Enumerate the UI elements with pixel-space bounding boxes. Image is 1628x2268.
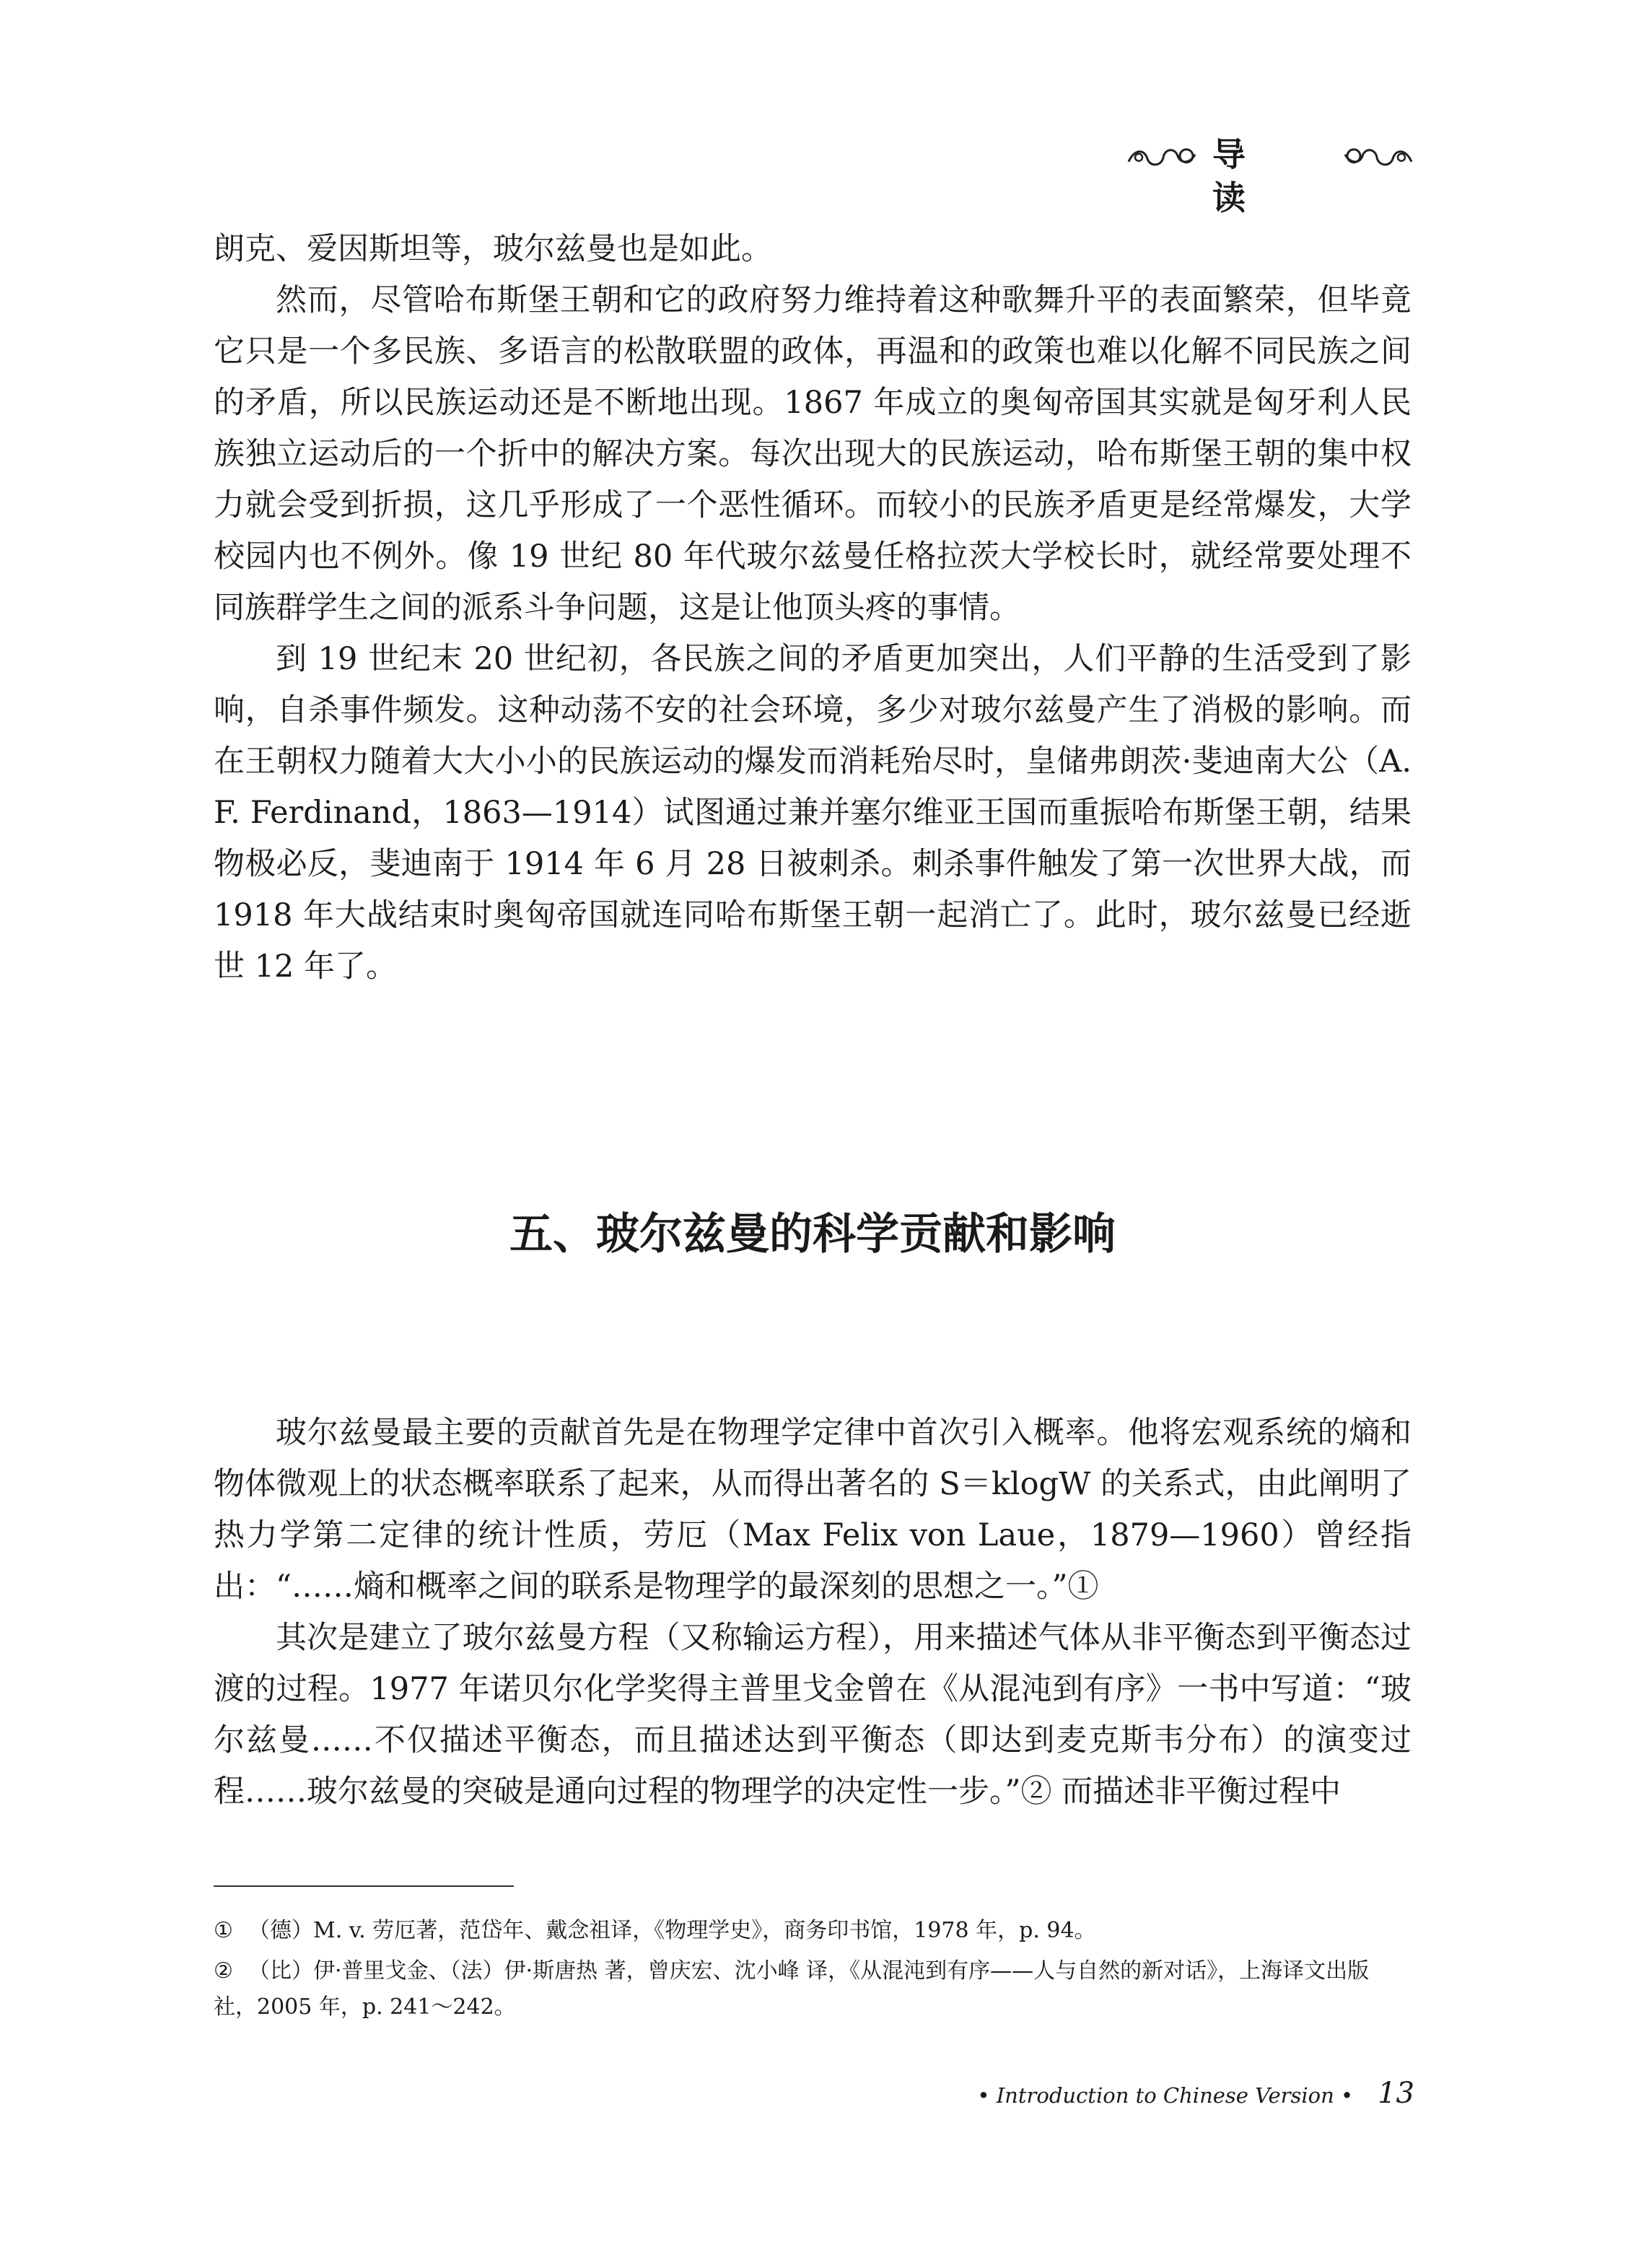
scroll-ornament-right-icon	[1342, 140, 1414, 172]
footnote-divider	[214, 1885, 514, 1887]
section-heading: 五、玻尔兹曼的科学贡献和影响	[509, 1209, 1116, 1260]
body-text-top	[214, 224, 1412, 993]
footnotes	[214, 1913, 1412, 2030]
footnote-text: （德）M. v. 劳厄著，范岱年、戴念祖译，《物理学史》，商务印书馆，1978 年，p. 94。	[248, 1918, 1096, 1943]
scroll-ornament-left-icon	[1126, 140, 1198, 172]
paragraph: 然而，尽管哈布斯堡王朝和它的政府努力维持着这种歌舞升平的表面繁荣，但毕竟它只是一个多民族、多语言的松散联盟的政体，再温和的政策也难以化解不同民族之间的矛盾，所以民族运动还是不断地出现。1867 年成立的奥匈帝国其实就是匈牙利人民族独立运动后的一个折中的解决方案。每次出现大的民族运动，哈布斯堡王朝的集中权力就会受到折损，这几乎形成了一个恶性循环。而较小的民族矛盾更是经常爆发，大学校园内也不例外。像 19 世纪 80 年代玻尔兹曼任格拉茨大学校长时，就经常要处理不同族群学生之间的派系斗争问题，这是让他顶头疼的事情。	[214, 282, 1412, 626]
footnote-mark: ①	[214, 1918, 233, 1943]
paragraph: 朗克、爱因斯坦等，玻尔兹曼也是如此。	[214, 231, 772, 267]
header-title: 导 读	[1212, 135, 1316, 217]
page-footer	[938, 2072, 1414, 2115]
footnote	[214, 1953, 1412, 2025]
running-footer-title: • Introduction to Chinese Version •	[977, 2083, 1354, 2108]
footnote-text: （比）伊·普里戈金、（法）伊·斯唐热 著，曾庆宏、沈小峰 译，《从混沌到有序——人与自然的新对话》，上海译文出版社，2005 年，p. 241～242。	[214, 1958, 1370, 2020]
paragraph: 玻尔兹曼最主要的贡献首先是在物理学定律中首次引入概率。他将宏观系统的熵和物体微观上的状态概率联系了起来，从而得出著名的 S＝klogW 的关系式，由此阐明了热力学第二定律的统计性质，劳厄（Max Felix von Laue，1879—1960）曾经指出：“……熵和概率之间的联系是物理学的最深刻的思想之一。”①	[214, 1415, 1412, 1605]
footnote-mark: ②	[214, 1958, 233, 1984]
body-text-section	[214, 1408, 1412, 1818]
paragraph: 到 19 世纪末 20 世纪初，各民族之间的矛盾更加突出，人们平静的生活受到了影响，自杀事件频发。这种动荡不安的社会环境，多少对玻尔兹曼产生了消极的影响。而在王朝权力随着大大小小的民族运动的爆发而消耗殆尽时，皇储弗朗茨·斐迪南大公（A. F. Ferdinand，1863—1914）试图通过兼并塞尔维亚王国而重振哈布斯堡王朝，结果物极必反，斐迪南于 1914 年 6 月 28 日被刺杀。刺杀事件触发了第一次世界大战，而 1918 年大战结束时奥匈帝国就连同哈布斯堡王朝一起消亡了。此时，玻尔兹曼已经逝世 12 年了。	[214, 641, 1412, 985]
footnote	[214, 1913, 1412, 1949]
running-header	[1126, 130, 1414, 217]
paragraph: 其次是建立了玻尔兹曼方程（又称输运方程），用来描述气体从非平衡态到平衡态过渡的过程。1977 年诺贝尔化学奖得主普里戈金曾在《从混沌到有序》一书中写道：“玻尔兹曼……不仅描述平衡态，而且描述达到平衡态（即达到麦克斯韦分布）的演变过程……玻尔兹曼的突破是通向过程的物理学的决定性一步。”② 而描述非平衡过程中	[214, 1620, 1412, 1810]
page-number: 13	[1378, 2077, 1414, 2110]
